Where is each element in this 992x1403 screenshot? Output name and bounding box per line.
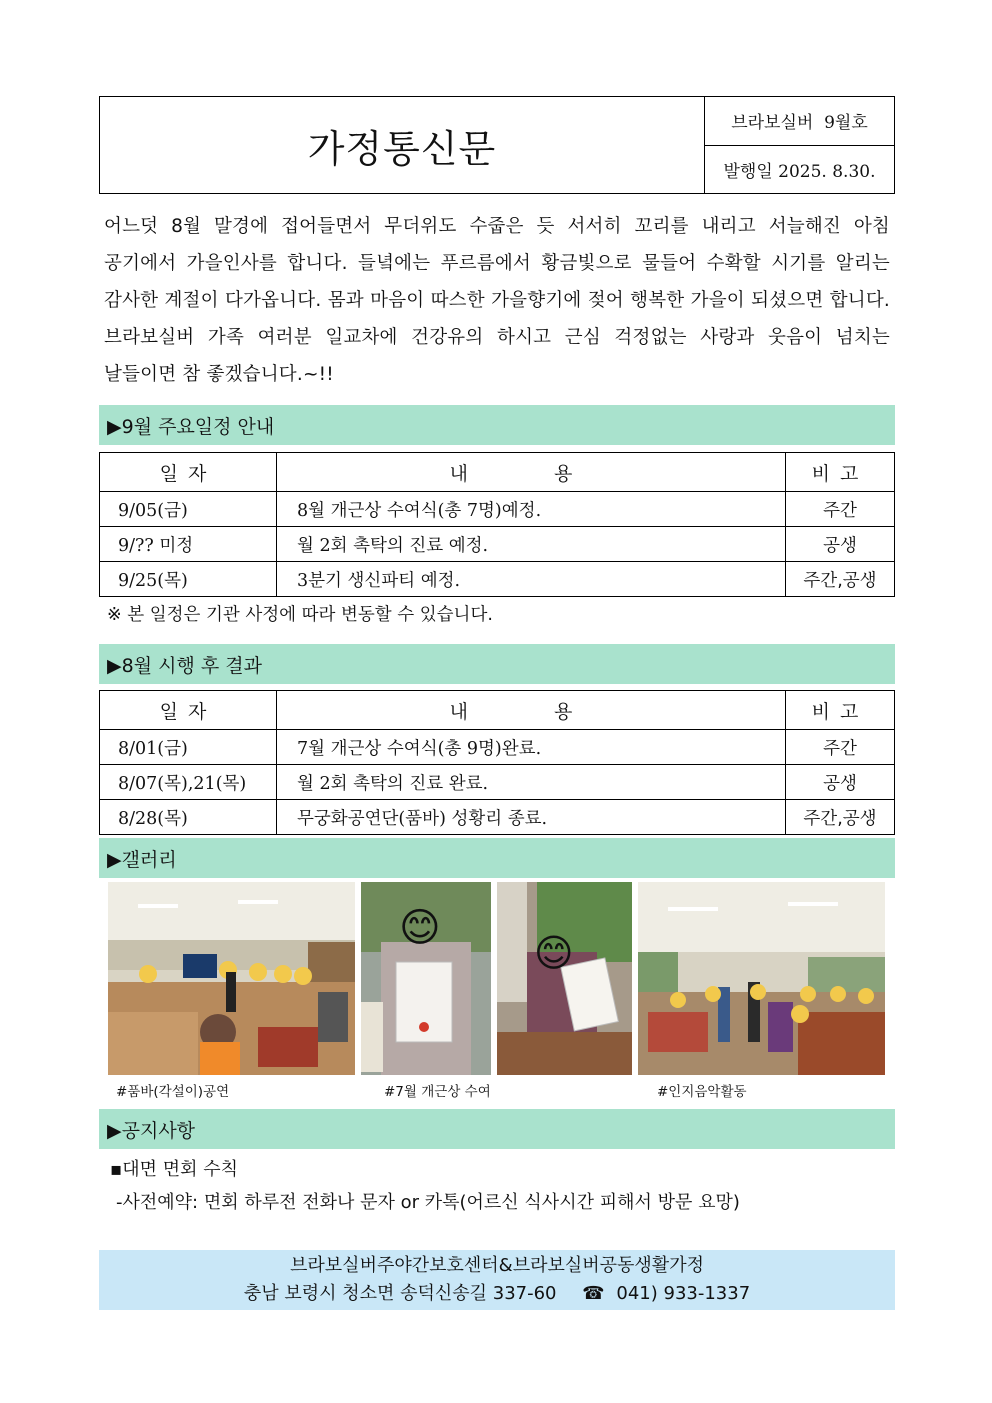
table-row <box>100 492 895 527</box>
gallery-caption-2: #7월 개근상 수여 <box>384 1084 491 1100</box>
section-title-gallery: ▶갤러리 <box>107 848 177 871</box>
row-content: 7월 개근상 수여식(총 9명)완료. <box>277 730 786 765</box>
row-content: 8월 개근상 수여식(총 7명)예정. <box>277 492 786 527</box>
row-note: 주간 <box>786 730 895 765</box>
gallery-caption-1: #품바(각설이)공연 <box>116 1084 230 1100</box>
gallery-caption-3: #인지음악활동 <box>657 1084 747 1100</box>
gallery-photo-music <box>638 882 885 1075</box>
footer-address: 충남 보령시 청소면 송덕신송길 337-60 <box>243 1283 557 1304</box>
schedule-note: ※ 본 일정은 기관 사정에 따라 변동할 수 있습니다. <box>107 605 493 625</box>
gallery-photo-performance <box>108 882 355 1075</box>
august-results-table <box>99 690 895 835</box>
footer-contact <box>244 1280 750 1308</box>
footer-org-name: 브라보실버주야간보호센터&브라보실버공동생활가정 <box>290 1255 704 1276</box>
table-row <box>100 800 895 835</box>
row-date: 8/07(목),21(목) <box>100 765 277 800</box>
section-bar-notice <box>99 1109 895 1149</box>
smiley-emoji-icon: 😊 <box>399 905 441 951</box>
section-title-august: ▶8월 시행 후 결과 <box>107 654 262 677</box>
phone-icon: ☎ <box>582 1283 605 1304</box>
row-note: 공생 <box>786 765 895 800</box>
issue-meta <box>705 97 894 193</box>
row-date: 9/?? 미정 <box>100 527 277 562</box>
notice-detail: -사전예약: 면회 하루전 전화나 문자 or 카톡(어르신 식사시간 피해서 방문 요망) <box>116 1192 740 1213</box>
header-content: 내 용 <box>277 691 786 730</box>
row-content: 월 2회 촉탁의 진료 완료. <box>277 765 786 800</box>
row-content: 3분기 생신파티 예정. <box>277 562 786 597</box>
table-header-row <box>100 691 895 730</box>
row-note: 공생 <box>786 527 895 562</box>
section-title-september: ▶9월 주요일정 안내 <box>107 415 275 438</box>
row-date: 9/05(금) <box>100 492 277 527</box>
row-date: 8/01(금) <box>100 730 277 765</box>
gallery-photo-award-2 <box>497 882 632 1075</box>
issue-date: 발행일 2025. 8.30. <box>723 161 876 182</box>
table-row <box>100 562 895 597</box>
section-bar-gallery <box>99 838 895 878</box>
header-note: 비고 <box>786 453 895 492</box>
smiley-emoji-icon: 😊 <box>534 931 574 975</box>
title-cell <box>100 97 705 193</box>
row-content: 월 2회 촉탁의 진료 예정. <box>277 527 786 562</box>
row-date: 9/25(목) <box>100 562 277 597</box>
table-row <box>100 765 895 800</box>
issue-label: 브라보실버 9월호 <box>705 97 894 146</box>
table-row <box>100 730 895 765</box>
section-title-notice: ▶공지사항 <box>107 1119 196 1142</box>
section-bar-august <box>99 644 895 684</box>
table-header-row <box>100 453 895 492</box>
row-note: 주간,공생 <box>786 562 895 597</box>
header-note: 비고 <box>786 691 895 730</box>
row-note: 주간,공생 <box>786 800 895 835</box>
page-title: 가정통신문 <box>307 126 497 171</box>
header-date: 일자 <box>100 691 277 730</box>
gallery-photo-award-1 <box>361 882 491 1075</box>
header-content: 내 용 <box>277 453 786 492</box>
row-note: 주간 <box>786 492 895 527</box>
row-date: 8/28(목) <box>100 800 277 835</box>
table-row <box>100 527 895 562</box>
row-content: 무궁화공연단(품바) 성황리 종료. <box>277 800 786 835</box>
section-bar-september <box>99 405 895 445</box>
intro-paragraph: 어느덧 8월 말경에 접어들면서 무더위도 수줍은 듯 서서히 꼬리를 내리고 서늘해진 아침 공기에서 가을인사를 합니다. 들녘에는 푸르름에서 황금빛으로 물들어 수확할 시기를 알리는 감사한 계절이 다가옵니다. 몸과 마음이 따스한 가을향기에 젖어 행복한 가을이 되셨으면 합니다. 브라보실버 가족 여러분 일교차에 건강유의 하시고 근심 걱정없는 사랑과 웃음이 넘치는 날들이면 참 좋겠습니다.~!! <box>104 216 890 385</box>
header-date: 일자 <box>100 453 277 492</box>
footer <box>99 1250 895 1310</box>
footer-phone: 041) 933-1337 <box>616 1283 751 1304</box>
september-schedule-table <box>99 452 895 597</box>
newsletter-header <box>99 96 895 194</box>
notice-item: ▪대면 면회 수칙 <box>110 1159 238 1180</box>
